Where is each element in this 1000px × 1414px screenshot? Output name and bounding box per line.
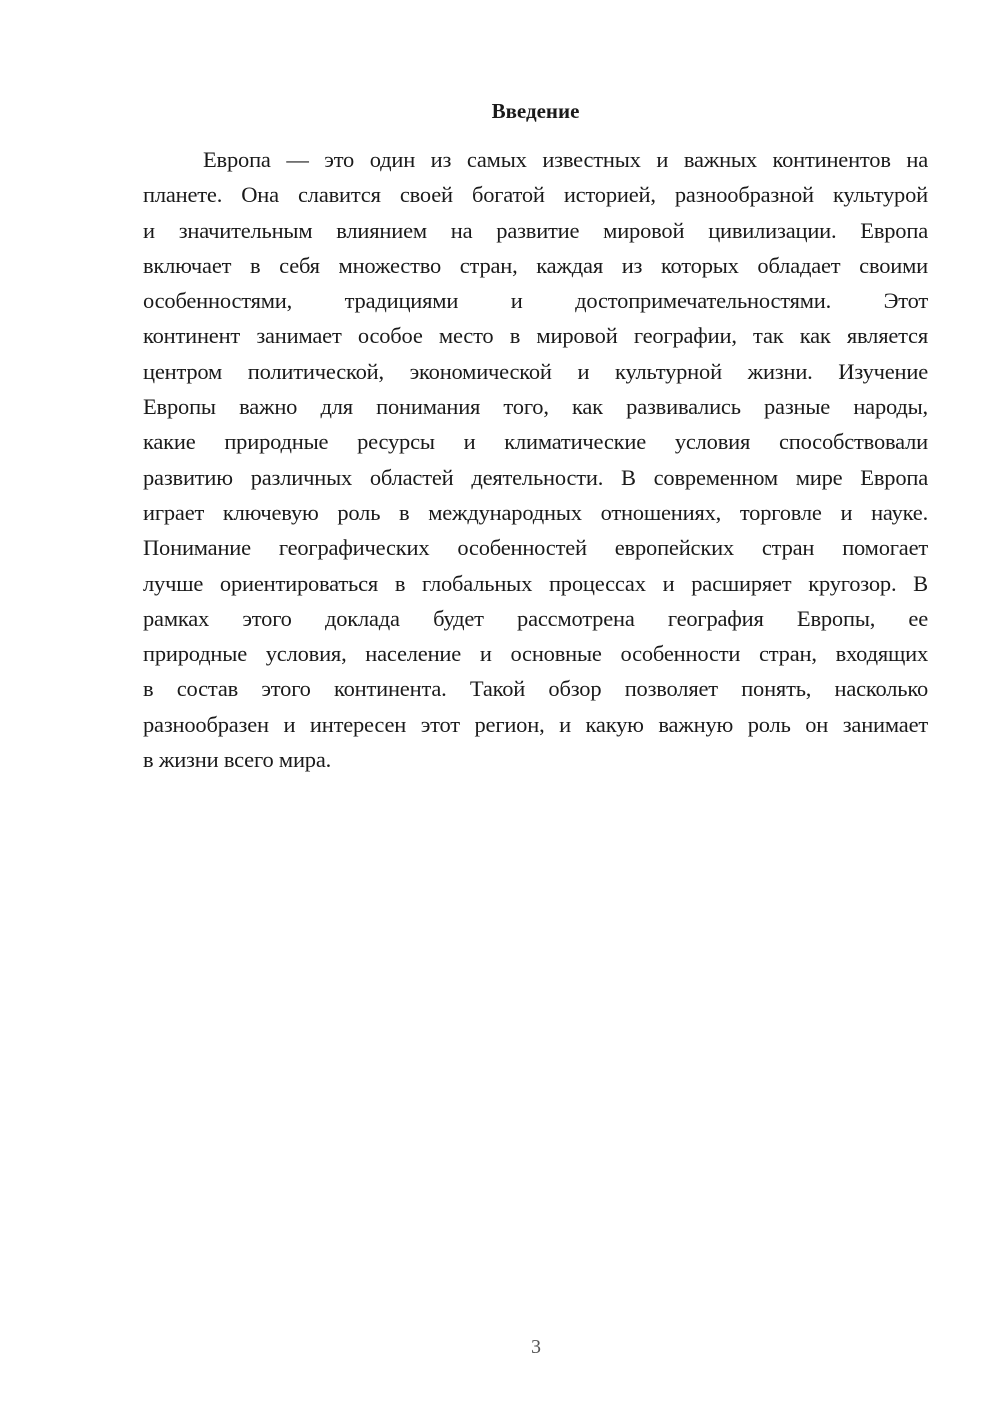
paragraph-line: играет ключевую роль в международных отношениях, торговле и науке. — [143, 499, 928, 525]
paragraph-line: включает в себя множество стран, каждая из которых обладает своими — [143, 252, 928, 278]
section-heading: Введение — [491, 99, 580, 123]
paragraph-line: Европа — это один из самых известных и важных континентов на — [203, 147, 928, 172]
paragraph-line: разнообразен и интересен этот регион, и какую важную роль он занимает — [143, 711, 928, 737]
paragraph-line: и значительным влиянием на развитие мировой цивилизации. Европа — [143, 217, 928, 243]
paragraph-line: планете. Она славится своей богатой историей, разнообразной культурой — [143, 182, 928, 208]
paragraph-line: в состав этого континента. Такой обзор позволяет понять, насколько — [143, 676, 928, 702]
paragraph-line: лучше ориентироваться в глобальных процессах и расширяет кругозор. В — [143, 570, 928, 596]
paragraph-line: континент занимает особое место в мировой географии, так как является — [143, 323, 928, 349]
paragraph-line: центром политической, экономической и культурной жизни. Изучение — [143, 358, 928, 384]
paragraph-line: рамках этого доклада будет рассмотрена география Европы, ее — [143, 605, 928, 631]
paragraph-line: особенностями, традициями и достопримечательностями. Этот — [143, 288, 928, 314]
paragraph-line: Понимание географических особенностей европейских стран помогает — [143, 535, 928, 561]
paragraph-line: какие природные ресурсы и климатические условия способствовали — [143, 429, 928, 455]
paragraph-line: природные условия, население и основные особенности стран, входящих — [143, 641, 928, 667]
paragraph-line: развитию различных областей деятельности. В современном мире Европа — [143, 464, 928, 490]
page-number: 3 — [531, 1336, 541, 1358]
paragraph-line: Европы важно для понимания того, как развивались разные народы, — [143, 394, 928, 420]
paragraph-line: в жизни всего мира. — [143, 747, 332, 773]
body-paragraph — [143, 142, 928, 777]
